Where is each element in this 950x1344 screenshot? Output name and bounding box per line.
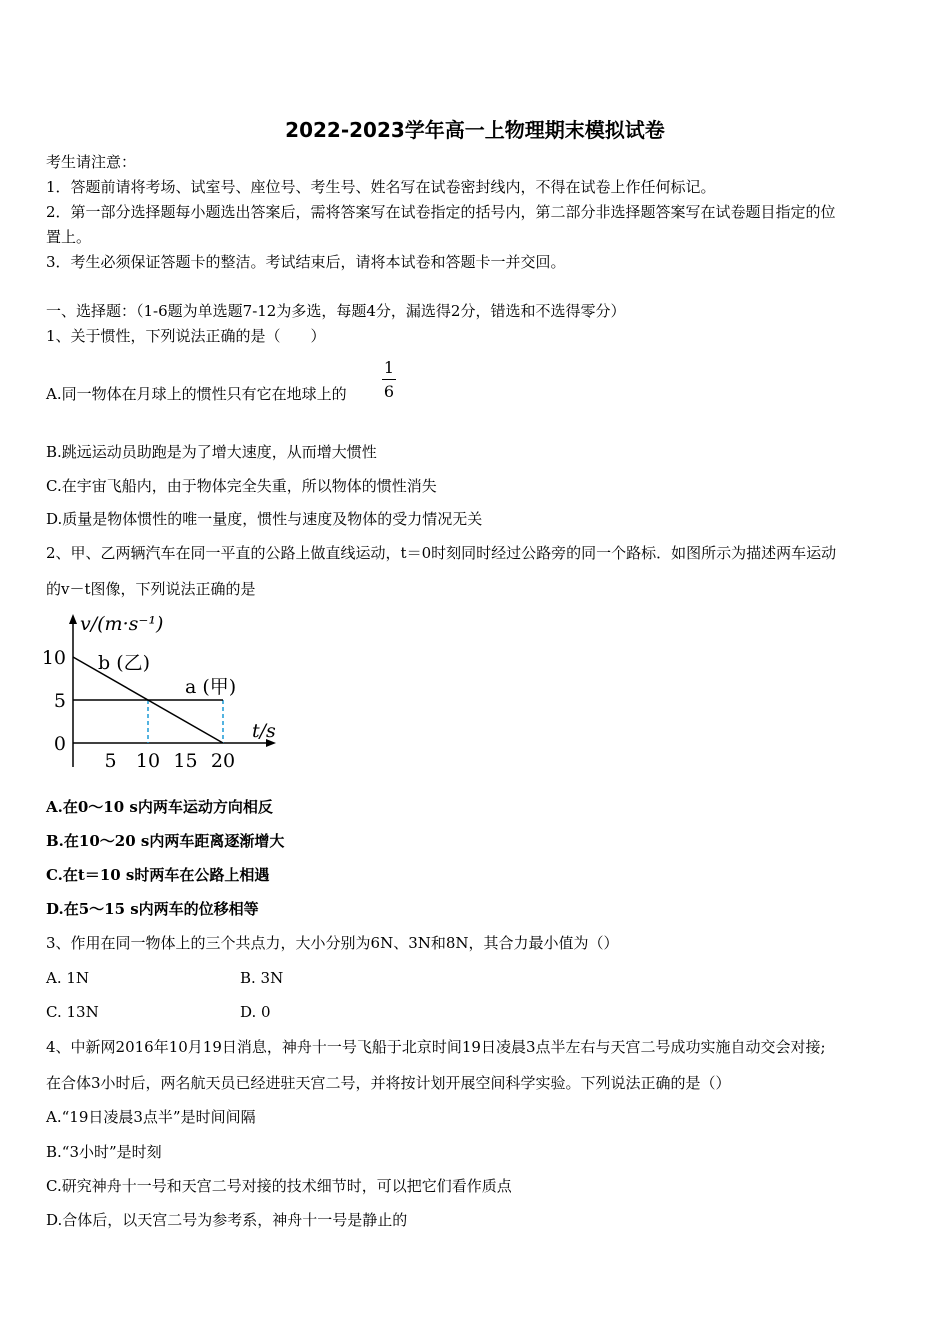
q2-option-b: B.在10～20 s内两车距离逐渐增大	[46, 832, 285, 850]
section-heading: 一、选择题：（1-6题为单选题7-12为多选，每题4分，漏选得2分，错选和不选得零分）	[46, 302, 626, 320]
q2-option-a: A.在0～10 s内两车运动方向相反	[46, 798, 273, 816]
fraction-bar	[382, 379, 396, 380]
q4-stem-line1: 4、中新网2016年10月19日消息，神舟十一号飞船于北京时间19日凌晨3点半左右与天宫二号成功实施自动交会对接;	[46, 1038, 826, 1056]
q3-option-c: C. 13N	[46, 1003, 99, 1021]
y-axis-label: v/(m·s⁻¹)	[80, 613, 164, 635]
q1-stem: 1、关于惯性，下列说法正确的是（ ）	[46, 327, 326, 345]
y-tick-label: 10	[41, 647, 66, 669]
q3-option-a: A. 1N	[46, 969, 90, 987]
x-tick-label: 15	[173, 750, 198, 772]
q3-stem: 3、作用在同一物体上的三个共点力，大小分别为6N、3N和8N，其合力最小值为（）	[46, 934, 619, 952]
q4-option-a: A.“19日凌晨3点半”是时间间隔	[46, 1108, 256, 1126]
q2-option-d: D.在5～15 s内两车的位移相等	[46, 900, 259, 918]
notice-item-2-cont: 置上。	[46, 228, 92, 246]
q1-option-b: B.跳远运动员助跑是为了增大速度，从而增大惯性	[46, 443, 377, 461]
notice-item-1: 1．答题前请将考场、试室号、座位号、考生号、姓名写在试卷密封线内，不得在试卷上作任何标记。	[46, 178, 716, 196]
q4-option-c: C.研究神舟十一号和天宫二号对接的技术细节时，可以把它们看作质点	[46, 1177, 512, 1195]
x-axis-label: t/s	[252, 720, 276, 742]
vt-graph	[40, 606, 290, 776]
page-title: 2022-2023学年高一上物理期末模拟试卷	[285, 118, 665, 142]
y-tick-label: 0	[53, 733, 66, 755]
y-tick-label: 5	[53, 690, 66, 712]
y-axis-arrow	[69, 614, 77, 624]
notice-item-3: 3．考生必须保证答题卡的整洁。考试结束后，请将本试卷和答题卡一并交回。	[46, 253, 566, 271]
notice-item-2: 2．第一部分选择题每小题选出答案后，需将答案写在试卷指定的括号内，第二部分非选择题答案写在试卷题目指定的位	[46, 203, 836, 221]
x-tick-label: 10	[135, 750, 161, 772]
q2-stem-line1: 2、甲、乙两辆汽车在同一平直的公路上做直线运动，t＝0时刻同时经过公路旁的同一个路标．如图所示为描述两车运动	[46, 544, 837, 562]
fraction-numerator: 1	[383, 358, 395, 377]
q4-option-b: B.“3小时”是时刻	[46, 1143, 162, 1161]
q4-option-d: D.合体后，以天宫二号为参考系，神舟十一号是静止的	[46, 1211, 408, 1229]
q2-stem-line2: 的v－t图像，下列说法正确的是	[46, 580, 256, 598]
q1-option-c: C.在宇宙飞船内，由于物体完全失重，所以物体的惯性消失	[46, 477, 437, 495]
series-label-b: b (乙)	[98, 652, 151, 674]
x-tick-label: 20	[210, 750, 236, 772]
q3-option-d: D. 0	[240, 1003, 271, 1021]
x-tick-label: 5	[104, 750, 117, 772]
q2-option-c: C.在t＝10 s时两车在公路上相遇	[46, 866, 270, 884]
fraction-denominator: 6	[383, 382, 395, 401]
q4-stem-line2: 在合体3小时后，两名航天员已经进驻天宫二号，并将按计划开展空间科学实验。下列说法正确的是（）	[46, 1074, 731, 1092]
notice-heading: 考生请注意：	[46, 153, 137, 171]
fraction-one-sixth	[382, 358, 396, 401]
q1-option-d: D.质量是物体惯性的唯一量度，惯性与速度及物体的受力情况无关	[46, 510, 483, 528]
q1-option-a: A.同一物体在月球上的惯性只有它在地球上的	[46, 385, 347, 403]
q3-option-b: B. 3N	[240, 969, 284, 987]
series-label-a: a (甲)	[185, 676, 237, 698]
